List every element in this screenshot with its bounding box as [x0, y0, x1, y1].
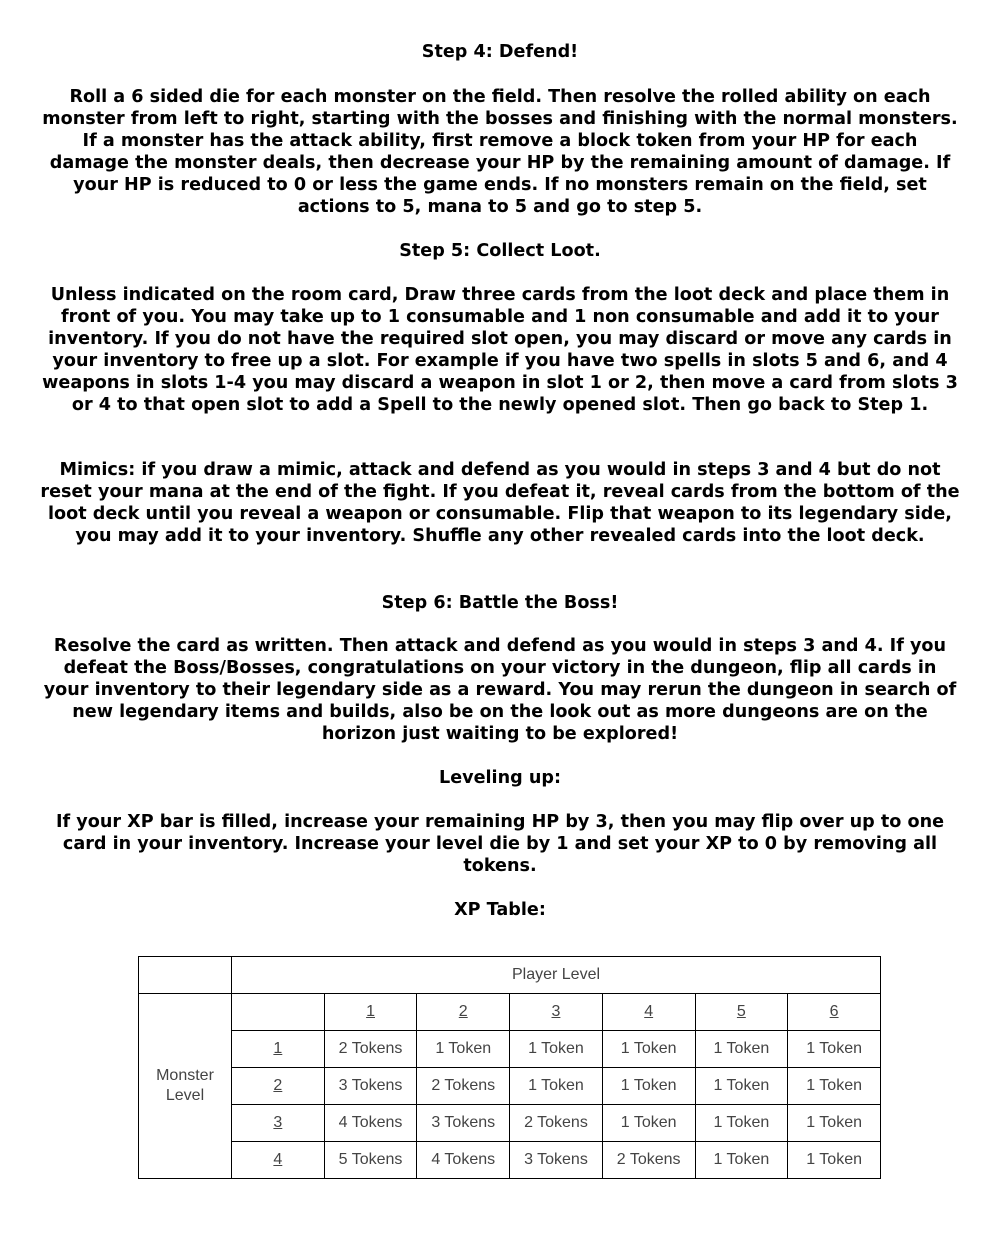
- xp-table-heading: XP Table:: [454, 900, 546, 920]
- xp-cell: 1 Token: [602, 1031, 695, 1068]
- monster-level-cell: [232, 1105, 325, 1142]
- player-level-header: Player Level: [232, 957, 881, 994]
- player-level-cell: [788, 994, 881, 1031]
- xp-cell: 1 Token: [695, 1105, 788, 1142]
- monster-level-cell: [232, 1031, 325, 1068]
- xp-cell: 1 Token: [510, 1031, 603, 1068]
- xp-cell: 2 Tokens: [602, 1142, 695, 1179]
- player-level-cell: [324, 994, 417, 1031]
- monster-level-number: 1: [273, 1040, 283, 1057]
- player-level-number: 6: [829, 1003, 839, 1020]
- xp-cell: 2 Tokens: [417, 1068, 510, 1105]
- player-level-cell: [695, 994, 788, 1031]
- step-5-body: Unless indicated on the room card, Draw three cards from the loot deck and place them in front of you. You may take up to 1 consumable and 1 non consumable and add it to your inventory. If you do not have the required slot open, you may discard or move any cards in your inventory to free up a slot. For example if you have two spells in slots 5 and 6, and 4 weapons in slots 1-4 you may discard a weapon in slot 1 or 2, then move a card from slots 3 or 4 to that open slot to add a Spell to the newly opened slot. Then go back to Step 1.: [42, 285, 958, 415]
- step-4-body: Roll a 6 sided die for each monster on the field. Then resolve the rolled ability on each monster from left to right, starting with the bosses and finishing with the normal monsters. If a monster has the attack ability, first remove a block token from your HP for each damage the monster deals, then decrease your HP by the remaining amount of damage. If your HP is reduced to 0 or less the game ends. If no monsters remain on the field, set actions to 5, mana to 5 and go to step 5.: [42, 87, 958, 217]
- step-5-heading: Step 5: Collect Loot.: [399, 241, 601, 261]
- monster-level-header: Monster Level: [139, 994, 232, 1179]
- player-level-cell: [602, 994, 695, 1031]
- player-level-number: 1: [366, 1003, 375, 1020]
- step-6-heading: Step 6: Battle the Boss!: [381, 593, 619, 613]
- monster-level-cell: [232, 1068, 325, 1105]
- xp-cell: 4 Tokens: [324, 1105, 417, 1142]
- table-row: [139, 1142, 881, 1179]
- xp-cell: 3 Tokens: [324, 1068, 417, 1105]
- monster-level-number: 3: [273, 1114, 283, 1131]
- xp-cell: 1 Token: [695, 1068, 788, 1105]
- player-level-cell: [417, 994, 510, 1031]
- player-level-number: 4: [644, 1003, 654, 1020]
- level-blank-cell: [232, 994, 325, 1031]
- xp-cell: 1 Token: [788, 1142, 881, 1179]
- xp-cell: 1 Token: [417, 1031, 510, 1068]
- xp-cell: 1 Token: [695, 1031, 788, 1068]
- xp-cell: 1 Token: [788, 1068, 881, 1105]
- monster-level-number: 4: [273, 1151, 283, 1168]
- leveling-body: If your XP bar is filled, increase your remaining HP by 3, then you may flip over up to one card in your inventory. Increase your level die by 1 and set your XP to 0 by removing all tokens.: [55, 812, 945, 876]
- xp-cell: 2 Tokens: [510, 1105, 603, 1142]
- table-row: [139, 1031, 881, 1068]
- xp-table: [138, 956, 881, 1179]
- player-level-row: [139, 994, 881, 1031]
- table-row: [139, 1068, 881, 1105]
- table-row: [139, 1105, 881, 1142]
- xp-cell: 4 Tokens: [417, 1142, 510, 1179]
- xp-cell: 2 Tokens: [324, 1031, 417, 1068]
- step-4-heading: Step 4: Defend!: [421, 42, 579, 62]
- xp-cell: 3 Tokens: [510, 1142, 603, 1179]
- xp-cell: 1 Token: [510, 1068, 603, 1105]
- monster-level-cell: [232, 1142, 325, 1179]
- step-6-body: Resolve the card as written. Then attack and defend as you would in steps 3 and 4. If you defeat the Boss/Bosses, congratulations on your victory in the dungeon, flip all cards in your inventory to their legendary side as a reward. You may rerun the dungeon in search of new legendary items and builds, also be on the look out as more dungeons are on the horizon just waiting to be explored!: [43, 636, 957, 744]
- xp-cell: 1 Token: [788, 1105, 881, 1142]
- player-level-number: 3: [551, 1003, 561, 1020]
- xp-table-header-row: [139, 957, 881, 994]
- xp-cell: 1 Token: [602, 1105, 695, 1142]
- xp-cell: 5 Tokens: [324, 1142, 417, 1179]
- player-level-number: 5: [736, 1003, 746, 1020]
- leveling-heading: Leveling up:: [438, 768, 561, 788]
- xp-cell: 1 Token: [695, 1142, 788, 1179]
- mimics-body: Mimics: if you draw a mimic, attack and defend as you would in steps 3 and 4 but do not reset your mana at the end of the fight. If you defeat it, reveal cards from the bottom of the loot deck until you reveal a weapon or consumable. Flip that weapon to its legendary side, you may add it to your inventory. Shuffle any other revealed cards into the loot deck.: [40, 460, 960, 546]
- xp-cell: 3 Tokens: [417, 1105, 510, 1142]
- player-level-number: 2: [458, 1003, 468, 1020]
- monster-level-number: 2: [273, 1077, 283, 1094]
- xp-cell: 1 Token: [788, 1031, 881, 1068]
- xp-cell: 1 Token: [602, 1068, 695, 1105]
- xp-table-corner-cell: [139, 957, 232, 994]
- player-level-cell: [510, 994, 603, 1031]
